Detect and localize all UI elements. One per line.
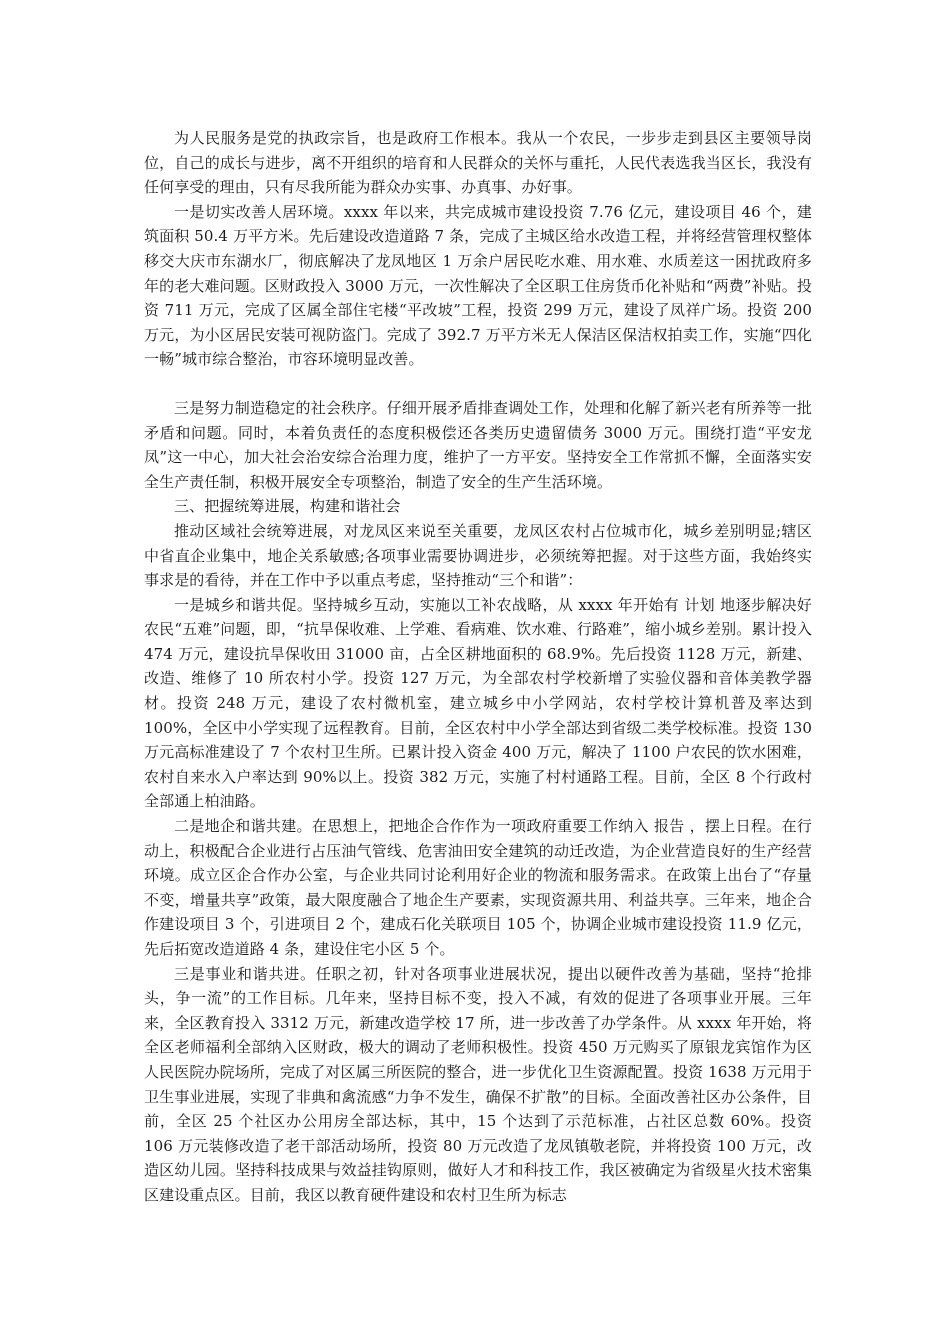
- paragraph-public-undertakings-harmony: 三是事业和谐共进。任职之初，针对各项事业进展状况，提出以硬件改善为基础，坚持“抢排头，争一流”的工作目标。几年来，坚持目标不变，投入不减，有效的促进了各项事业开展。三年来，全区教育投入 3312 万元，新建改造学校 17 所，进一步改善了办学条件。从 xxxx 年开始，将全区老师福利全部纳入区财政，极大的调动了老师积极性。投资 450 万元购买了原银龙宾馆作为区人民医院办院场所，完成了对区属三所医院的整合，进一步优化卫生资源配置。投资 1638 万元用于卫生事业进展，实现了非典和禽流感“力争不发生，确保不扩散”的目标。全面改善社区办公条件，目前，全区 25 个社区办公用房全部达标，其中，15 个达到了示范标准，占社区总数 60%。投资 106 万元装修改造了老干部活动场所，投资 80 万元改造了龙凤镇敬老院，并将投资 100 万元，改造区幼儿园。坚持科技成果与效益挂钩原则，做好人才和科技工作，我区被确定为省级星火技术密集区建设重点区。目前，我区以教育硬件建设和农村卫生所为标志: [144, 964, 812, 1204]
- paragraph-living-environment: 一是切实改善人居环境。xxxx 年以来，共完成城市建设投资 7.76 亿元，建设项目 46 个，建筑面积 50.4 万平方米。先后建设改造道路 7 条，完成了主城区给水改造工程，并将经营管理权整体移交大庆市东湖水厂，彻底解决了龙凤地区 1 万余户居民吃水难、用水难、水质差这一困扰政府多年的老大难问题。区财政投入 3000 万元，一次性解决了全区职工住房货币化补贴和“两费”补贴。投资 711 万元，完成了区属全部住宅楼“平改坡”工程，投资 299 万元，建设了凤祥广场。投资 200 万元，为小区居民安装可视防盗门。完成了 392.7 万平方米无人保洁区保洁权拍卖工作，实施“四化一畅”城市综合整治，市容环境明显改善。: [144, 202, 812, 369]
- paragraph-overall-planning: 推动区域社会统筹进展，对龙凤区来说至关重要，龙凤区农村占位城市化，城乡差别明显;辖区中省直企业集中，地企关系敏感;各项事业需要协调进步，必须统筹把握。对于这些方面，我始终实事求是的看待，并在工作中予以重点考虑，坚持推动“三个和谐”：: [144, 521, 812, 590]
- paragraph-local-enterprise-harmony: 二是地企和谐共建。在思想上，把地企合作作为一项政府重要工作纳入 报告 ，摆上日程。在行动上，积极配合企业进行占压油气管线、危害油田安全建筑的动迁改造，为企业营造良好的生产经营环境。成立区企合作办公室，与企业共同讨论利用好企业的物流和服务需求。在政策上出台了“存量不变，增量共享”政策，最大限度融合了地企生产要素，实现资源共用、利益共享。三年来，地企合作建设项目 3 个，引进项目 2 个，建成石化关联项目 105 个，协调企业城市建设投资 11.9 亿元，先后拓宽改造道路 4 条，建设住宅小区 5 个。: [144, 817, 812, 958]
- section-heading-harmonious-society: 三、把握统筹进展，构建和谐社会: [174, 497, 401, 516]
- document-body: [144, 126, 812, 1208]
- paragraph-intro: 为人民服务是党的执政宗旨，也是政府工作根本。我从一个农民，一步步走到县区主要领导岗位，自己的成长与进步，离不开组织的培育和人民群众的关怀与重托，人民代表选我当区长，我没有任何享受的理由，只有尽我所能为群众办实事、办真事、办好事。: [144, 129, 812, 197]
- paragraph-social-order: 三是努力制造稳定的社会秩序。仔细开展矛盾排查调处工作，处理和化解了新兴老有所养等一批矛盾和问题。同时，本着负责任的态度积极偿还各类历史遗留债务 3000 万元。围绕打造“平安龙凤”这一中心，加大社会治安综合治理力度，维护了一方平安。坚持安全工作常抓不懈，全面落实安全生产责任制，积极开展安全专项整治，制造了安全的生产生活环境。: [144, 398, 812, 491]
- paragraph-urban-rural-harmony: 一是城乡和谐共促。坚持城乡互动，实施以工补农战略，从 xxxx 年开始有 计划 地逐步解决好农民“五难”问题，即，“抗旱保收难、上学难、看病难、饮水难、行路难”，缩小城乡差别。累计投入 474 万元，建设抗旱保收田 31000 亩，占全区耕地面积的 68.9%。先后投资 1128 万元，新建、改造、维修了 10 所农村小学。投资 127 万元，为全部农村学校新增了实验仪器和音体美教学器材。投资 248 万元，建设了农村微机室，建立城乡中小学网站，农村学校计算机普及率达到 100%，全区中小学实现了远程教育。目前，全区农村中小学全部达到省级二类学校标准。投资 130 万元高标准建设了 7 个农村卫生所。已累计投入资金 400 万元，解决了 1100 户农民的饮水困难，农村自来水入户率达到 90%以上。投资 382 万元，实施了村村通路工程。目前，全区 8 个行政村全部通上柏油路。: [144, 595, 812, 811]
